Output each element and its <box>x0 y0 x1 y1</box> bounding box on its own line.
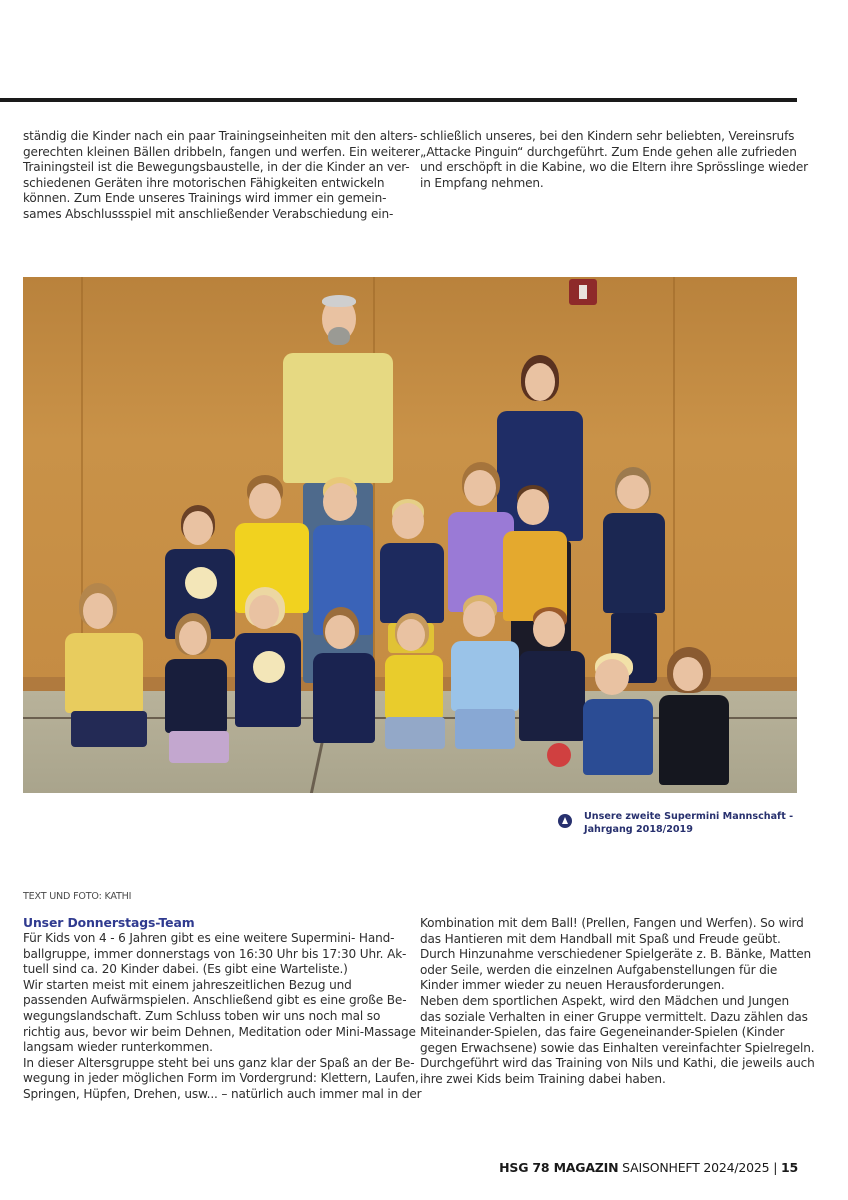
text-line: schiedenen Geräten ihre motorischen Fähigkeiten entwickeln <box>23 175 385 190</box>
text-line: schließlich unseres, bei den Kindern sehr beliebten, Vereinsrufs <box>420 129 795 143</box>
text-line: und erschöpft in die Kabine, wo die Eltern ihre Sprösslinge wieder <box>420 160 808 175</box>
triangle-up-icon <box>558 814 572 828</box>
team-photo <box>23 277 797 793</box>
text-line: gegen Erwachsene) sowie das Einhalten vereinfachter Spielregeln. <box>420 1040 815 1055</box>
caption-line: Jahrgang 2018/2019 <box>584 823 693 835</box>
text-line: in Empfang nehmen. <box>420 175 544 190</box>
author-credit: TEXT UND FOTO: KATHI <box>23 891 132 902</box>
text-line: sames Abschlussspiel mit anschließender Verabschiedung ein- <box>23 206 394 221</box>
footer-separator: | <box>773 1160 778 1175</box>
text-line: Neben dem sportlichen Aspekt, wird den Mädchen und Jungen <box>420 993 789 1008</box>
text-line: können. Zum Ende unseres Trainings wird immer ein gemein- <box>23 191 387 206</box>
text-line: wegungslandschaft. Zum Schluss toben wir uns noch mal so <box>23 1008 381 1023</box>
page-footer <box>499 1160 798 1175</box>
caption-line: Unsere zweite Supermini Mannschaft - <box>584 811 794 822</box>
text-line: Für Kids von 4 - 6 Jahren gibt es eine weitere Supermini- Hand- <box>23 931 395 945</box>
text-line: langsam wieder runterkommen. <box>23 1040 213 1055</box>
top-article-left-column <box>23 129 420 223</box>
article-left-column <box>23 931 421 1103</box>
section-title: Unser Donnerstags-Team <box>23 915 195 930</box>
text-line: Durch Hinzunahme verschiedener Spielgeräte z. B. Bänke, Matten <box>420 947 812 962</box>
wall-seam <box>81 277 83 687</box>
text-line: tuell sind ca. 20 Kinder dabei. (Es gibt eine Warteliste.) <box>23 962 348 977</box>
text-line: Durchgeführt wird das Training von Nils und Kathi, die jeweils auch <box>420 1056 815 1071</box>
text-line: das Hantieren mit dem Handball mit Spaß und Freude geübt. <box>420 931 781 946</box>
text-line: ballgruppe, immer donnerstags von 16:30 Uhr bis 17:30 Uhr. Ak- <box>23 946 407 961</box>
text-line: passenden Aufwärmspielen. Anschließend gibt es eine große Be- <box>23 993 407 1008</box>
issue-name: SAISONHEFT 2024/2025 <box>622 1160 770 1175</box>
text-line: Wir starten meist mit einem jahreszeitlichen Bezug und <box>23 977 352 992</box>
header-rule <box>0 98 797 102</box>
wall-seam <box>673 277 675 687</box>
text-line: Kinder immer wieder zu neuen Herausforderungen. <box>420 978 725 993</box>
text-line: das soziale Verhalten in einer Gruppe vermittelt. Dazu zählen das <box>420 1009 808 1024</box>
text-line: richtig aus, bevor wir beim Dehnen, Meditation oder Mini-Massage <box>23 1024 416 1039</box>
top-article-right-column <box>420 129 808 191</box>
text-line: In dieser Altersgruppe steht bei uns ganz klar der Spaß an der Be- <box>23 1055 415 1070</box>
text-line: Kombination mit dem Ball! (Prellen, Fangen und Werfen). So wird <box>420 916 804 930</box>
text-line: „Attacke Pinguin“ durchgeführt. Zum Ende gehen alle zufrieden <box>420 144 797 159</box>
article-right-column <box>420 916 815 1088</box>
magazine-brand: HSG 78 MAGAZIN <box>499 1160 619 1175</box>
caption-text <box>584 811 793 836</box>
fire-alarm-box <box>569 279 597 305</box>
text-line: gerechten kleinen Bällen dribbeln, fangen und werfen. Ein weiterer <box>23 144 420 159</box>
text-line: wegung in jeder möglichen Form im Vordergrund: Klettern, Laufen, <box>23 1071 419 1086</box>
text-line: Trainingsteil ist die Bewegungsbaustelle, in der die Kinder an ver- <box>23 160 410 175</box>
page-number: 15 <box>781 1160 798 1175</box>
text-line: Springen, Hüpfen, Drehen, usw... – natürlich auch immer mal in der <box>23 1086 422 1101</box>
text-line: Miteinander-Spielen, das faire Gegeneinander-Spielen (Kinder <box>420 1025 785 1040</box>
text-line: oder Seile, werden die einzelnen Aufgabenstellungen für die <box>420 962 778 977</box>
text-line: ständig die Kinder nach ein paar Trainingseinheiten mit den alters- <box>23 129 418 143</box>
text-line: ihre zwei Kids beim Training dabei haben. <box>420 1071 666 1086</box>
